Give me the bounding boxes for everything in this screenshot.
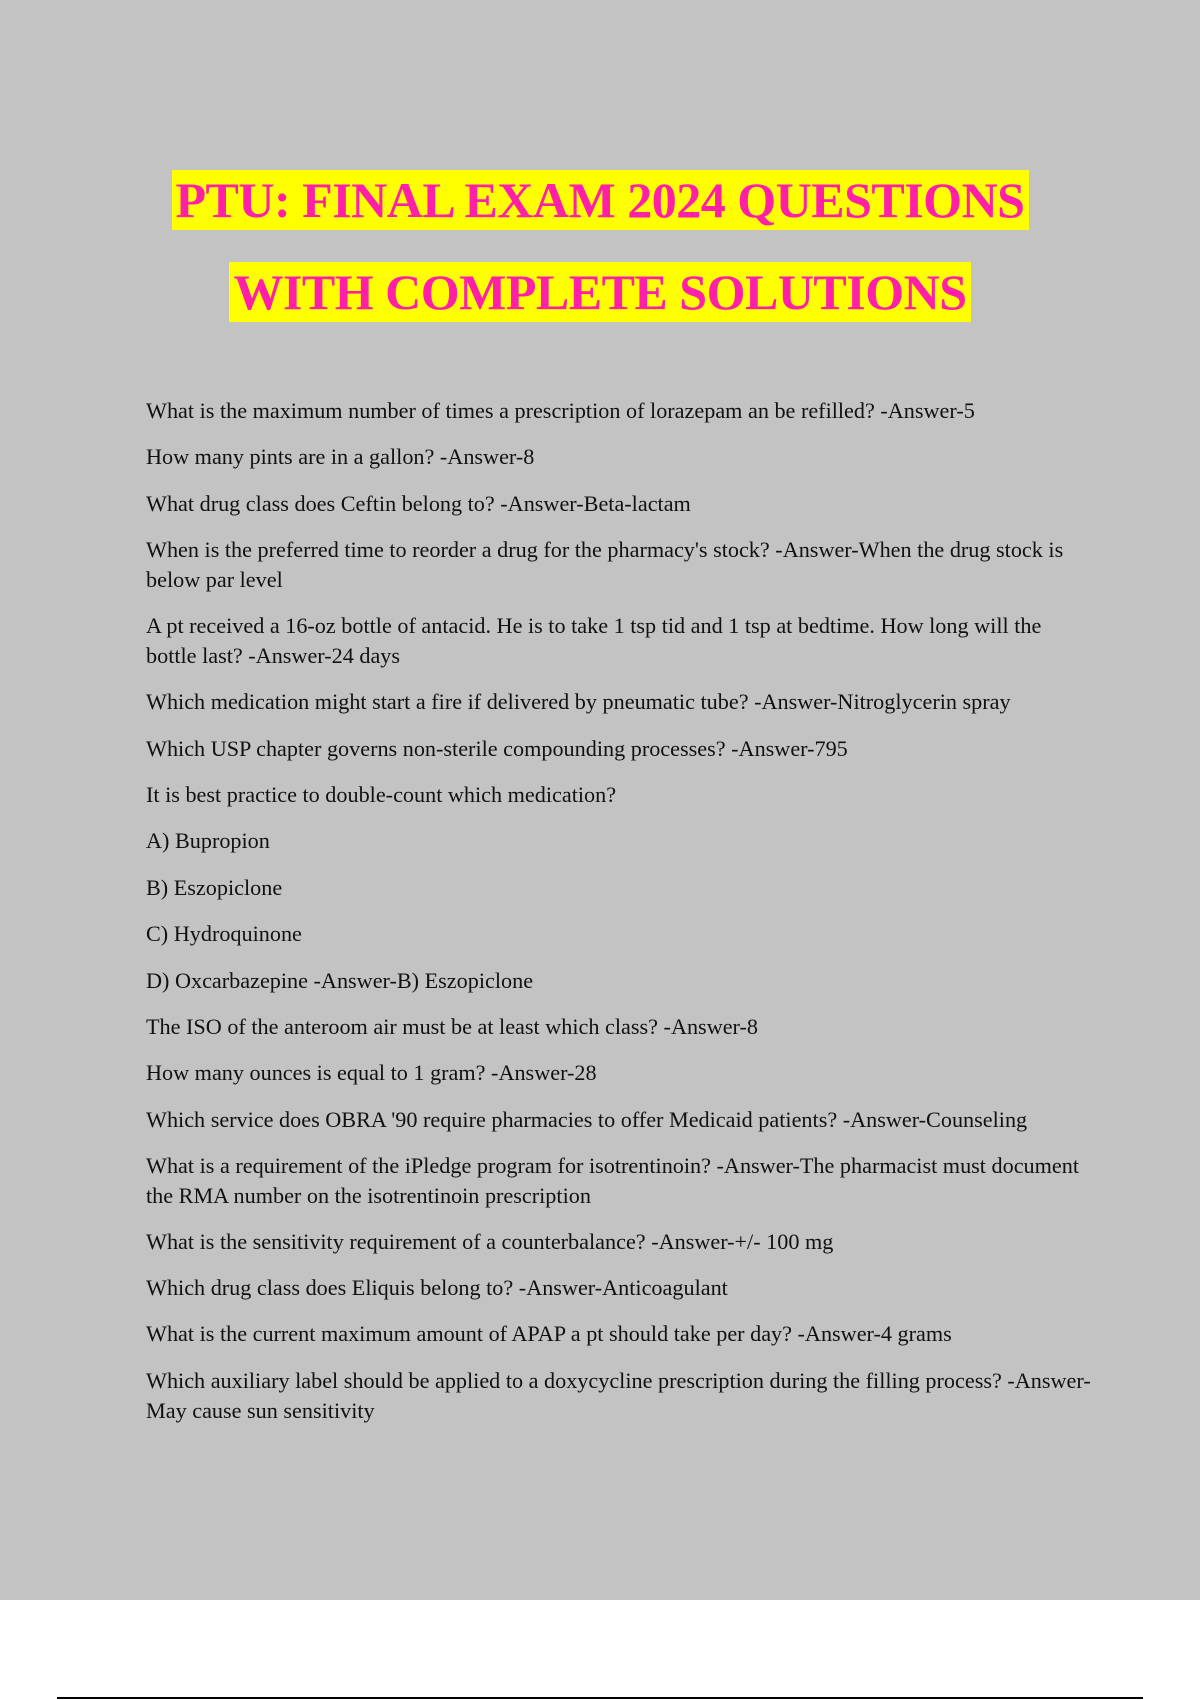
question-item: The ISO of the anteroom air must be at least which class? -Answer-8	[146, 1013, 758, 1039]
document-title	[0, 170, 1200, 322]
question-item: A pt received a 16-oz bottle of antacid. He is to take 1 tsp tid and 1 tsp at bedtime. How long will the bottle last? -Answer-24 days	[146, 613, 1042, 669]
answer-option: A) Bupropion	[146, 828, 270, 854]
question-item: Which USP chapter governs non-sterile compounding processes? -Answer-795	[146, 735, 848, 761]
question-item: What is the sensitivity requirement of a counterbalance? -Answer-+/- 100 mg	[146, 1228, 834, 1254]
question-item: What is the maximum number of times a prescription of lorazepam an be refilled? -Answer-5	[146, 398, 975, 423]
question-item: It is best practice to double-count which medication?	[146, 781, 617, 807]
question-item: Which auxiliary label should be applied to a doxycycline prescription during the filling process? -Answer-May cause sun sensitivity	[146, 1367, 1091, 1423]
question-item: Which service does OBRA '90 require pharmacies to offer Medicaid patients? -Answer-Counseling	[146, 1106, 1028, 1132]
title-line-1: PTU: FINAL EXAM 2024 QUESTIONS	[172, 170, 1029, 230]
footer-rule	[57, 1697, 1143, 1699]
question-item: When is the preferred time to reorder a drug for the pharmacy's stock? -Answer-When the drug stock is below par level	[146, 537, 1064, 593]
question-item: Which drug class does Eliquis belong to? -Answer-Anticoagulant	[146, 1275, 728, 1301]
title-line-2: WITH COMPLETE SOLUTIONS	[229, 262, 970, 322]
question-item: What is a requirement of the iPledge program for isotrentinoin? -Answer-The pharmacist must document the RMA number on the isotrentinoin prescription	[146, 1152, 1080, 1208]
question-item: What drug class does Ceftin belong to? -Answer-Beta-lactam	[146, 490, 691, 516]
question-item: Which medication might start a fire if delivered by pneumatic tube? -Answer-Nitroglycerin spray	[146, 689, 1011, 715]
answer-option: B) Eszopiclone	[146, 874, 283, 900]
question-item: How many pints are in a gallon? -Answer-8	[146, 444, 535, 470]
question-item: How many ounces is equal to 1 gram? -Answer-28	[146, 1060, 597, 1086]
answer-option: C) Hydroquinone	[146, 921, 302, 947]
question-list	[146, 396, 1096, 1442]
question-item: What is the current maximum amount of APAP a pt should take per day? -Answer-4 grams	[146, 1321, 952, 1347]
answer-option: D) Oxcarbazepine -Answer-B) Eszopiclone	[146, 967, 534, 993]
